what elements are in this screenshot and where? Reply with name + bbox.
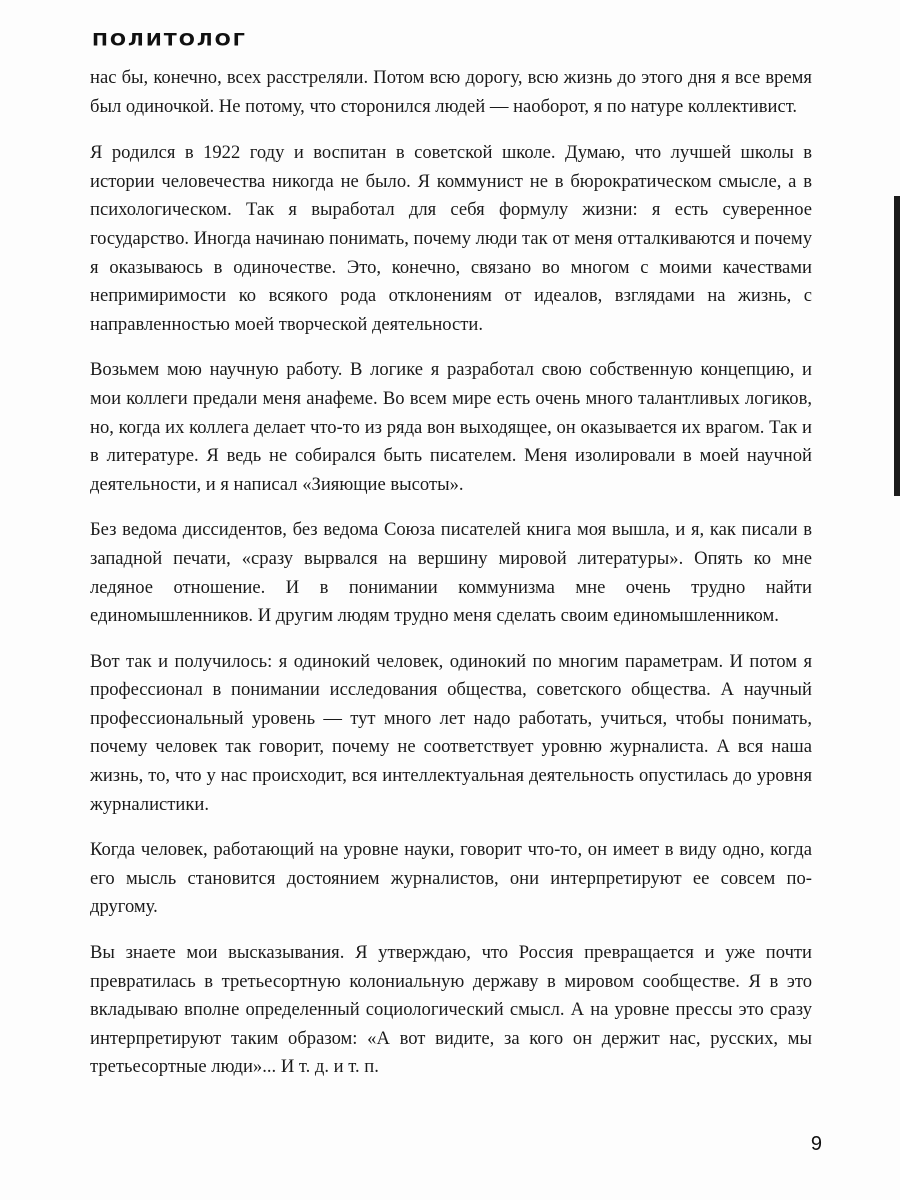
paragraph: Я родился в 1922 году и воспитан в советской школе. Думаю, что лучшей школы в истории человечества никогда не было. Я коммунист не в бюрократическом смысле, а в психологическом. Так я выработал для себя формулу жизни: я есть суверенное государство. Иногда начинаю понимать, почему люди так от меня отталкиваются и почему я оказываюсь в одиночестве. Это, конечно, связано во многом с моими качествами непримиримости ко всякого рода отклонениям от идеалов, взглядами на жизнь, с направленностью моей творческой деятельности. bbox=[90, 142, 812, 335]
paragraph: Вот так и получилось: я одинокий человек, одинокий по многим параметрам. И потом я профессионал в понимании исследования общества, советского общества. А научный профессиональный уровень — тут много лет надо работать, учиться, чтобы понимать, почему человек так говорит, почему не соответствует уровню журналиста. А вся наша жизнь, то, что у нас происходит, вся интеллектуальная деятельность опустилась до уровня журналистики. bbox=[90, 650, 812, 815]
page-edge-shadow bbox=[894, 196, 900, 496]
page-number: 9 bbox=[810, 1133, 822, 1155]
running-head: ПОЛИТОЛОГ bbox=[92, 30, 247, 50]
body-text bbox=[90, 64, 812, 1099]
paragraph: Возьмем мою научную работу. В логике я разработал свою собственную концепцию, и мои коллеги предали меня анафеме. Во всем мире есть очень много талантливых логиков, но, когда их коллега делает что-то из ряда вон выходящее, он оказывается их врагом. Так и в литературе. Я ведь не собирался быть писателем. Меня изолировали в моей научной деятельности, и я написал «Зияющие высоты». bbox=[90, 359, 812, 495]
paragraph: Без ведома диссидентов, без ведома Союза писателей книга моя вышла, и я, как писали в западной печати, «сразу вырвался на вершину мировой литературы». Опять ко мне ледяное отношение. И в понимании коммунизма мне очень трудно найти единомышленников. И другим людям трудно меня сделать своим единомышленником. bbox=[90, 519, 812, 627]
paragraph: Вы знаете мои высказывания. Я утверждаю, что Россия превращается и уже почти превратилась в третьесортную колониальную державу в мировом сообществе. Я в это вкладываю вполне определенный социологический смысл. А на уровне прессы это сразу интерпретируют таким образом: «А вот видите, за кого он держит нас, русских, мы третьесортные люди»... И т. д. и т. п. bbox=[90, 942, 812, 1078]
paragraph: нас бы, конечно, всех расстреляли. Потом всю дорогу, всю жизнь до этого дня я все время был одиночкой. Не потому, что сторонился людей — наоборот, я по натуре коллективист. bbox=[90, 67, 812, 117]
paragraph: Когда человек, работающий на уровне науки, говорит что-то, он имеет в виду одно, когда его мысль становится достоянием журналистов, они интерпретируют ее совсем по-другому. bbox=[90, 839, 812, 918]
